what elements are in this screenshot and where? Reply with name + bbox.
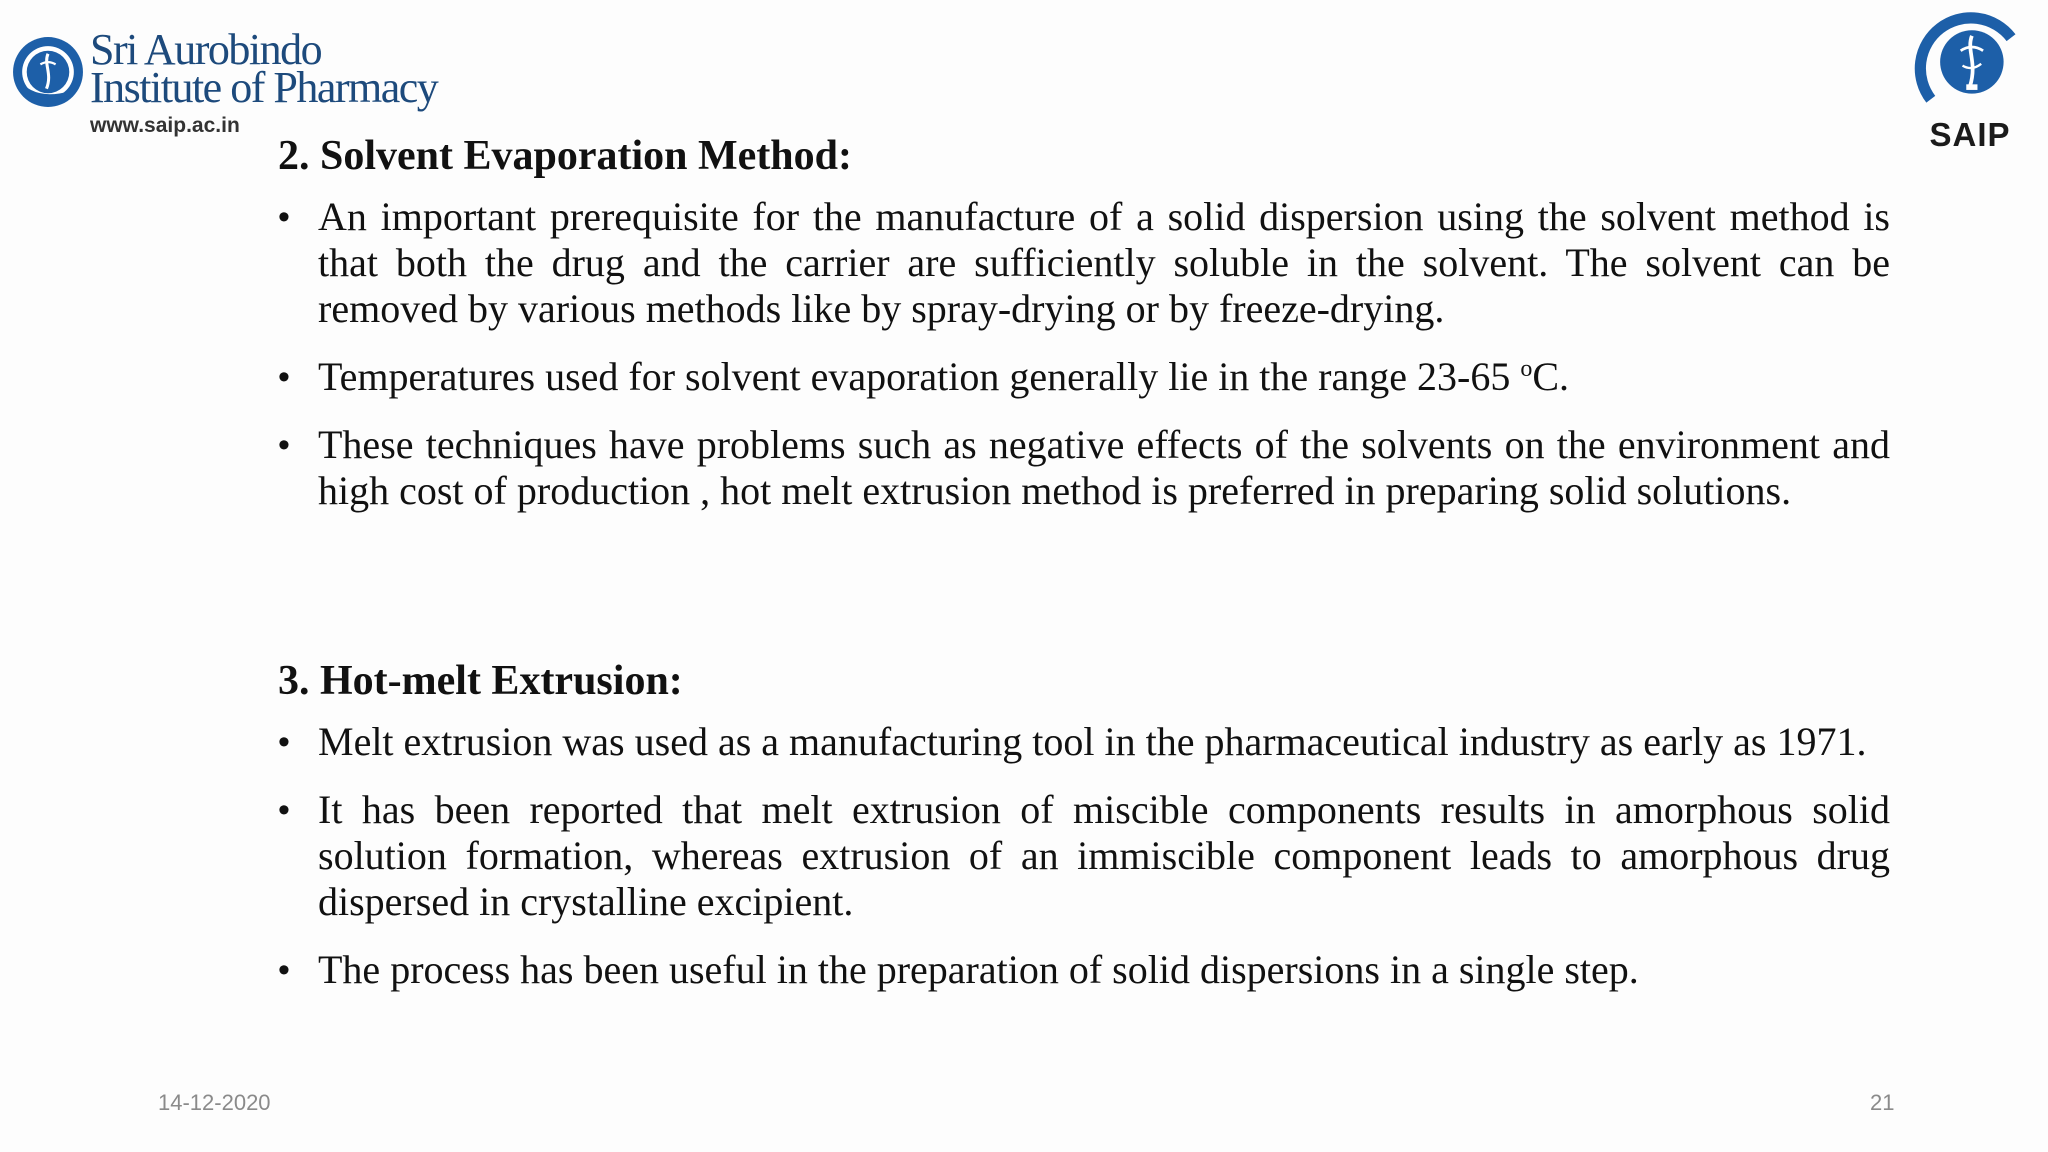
bullet-dot: • <box>278 358 290 396</box>
section1-heading: 2. Solvent Evaporation Method: <box>278 133 853 179</box>
bullet-dot: • <box>278 426 290 464</box>
temperature-unit: C. <box>1532 354 1570 399</box>
bullet-dot: • <box>278 198 290 236</box>
list-item <box>278 422 1890 514</box>
list-item <box>278 947 1890 993</box>
saip-abbr: SAIP <box>1929 116 2011 153</box>
bullet-text: It has been reported that melt extrusion of miscible components results in amorphous solid solution formation, whereas extrusion of an immiscible component leads to amorphous drug dispersed in crystalline excipient. <box>318 787 1890 924</box>
section1-bullet-list <box>278 194 1890 514</box>
institute-name-line2: Institute of Pharmacy <box>90 63 438 112</box>
bullet-text: Melt extrusion was used as a manufacturing tool in the pharmaceutical industry as early as 1971. <box>318 719 1867 764</box>
temperature-degree-superscript: o <box>1520 356 1533 382</box>
institute-name-line1: Sri Aurobindo <box>90 25 322 74</box>
saip-logo <box>1910 8 2030 158</box>
section2-bullet-list <box>278 719 1890 993</box>
institute-url: www.saip.ac.in <box>90 114 240 137</box>
bullet-dot: • <box>278 791 290 829</box>
bullet-text: The process has been useful in the preparation of solid dispersions in a single step. <box>318 947 1639 992</box>
list-item <box>278 787 1890 925</box>
bullet-text: Temperatures used for solvent evaporation generally lie in the range 23-65 <box>318 354 1511 399</box>
bullet-dot: • <box>278 723 290 761</box>
list-item <box>278 354 1890 400</box>
slide-date: 14-12-2020 <box>158 1090 271 1115</box>
saip-emblem-icon <box>1914 8 2026 114</box>
section-solvent-evaporation <box>278 130 1890 536</box>
section2-heading: 3. Hot-melt Extrusion: <box>278 658 683 704</box>
institute-emblem-icon <box>10 34 86 110</box>
bullet-text: An important prerequisite for the manufacture of a solid dispersion using the solvent method is that both the drug and the carrier are sufficiently soluble in the solvent. The solvent can be removed by various methods like by spray-drying or by freeze-drying. <box>318 194 1890 331</box>
list-item <box>278 194 1890 332</box>
section-hot-melt-extrusion <box>278 655 1890 1015</box>
bullet-dot: • <box>278 951 290 989</box>
bullet-text: These techniques have problems such as negative effects of the solvents on the environment and high cost of production , hot melt extrusion method is preferred in preparing solid solutions. <box>318 422 1890 513</box>
list-item <box>278 719 1890 765</box>
slide-page-number: 21 <box>1870 1090 1895 1115</box>
